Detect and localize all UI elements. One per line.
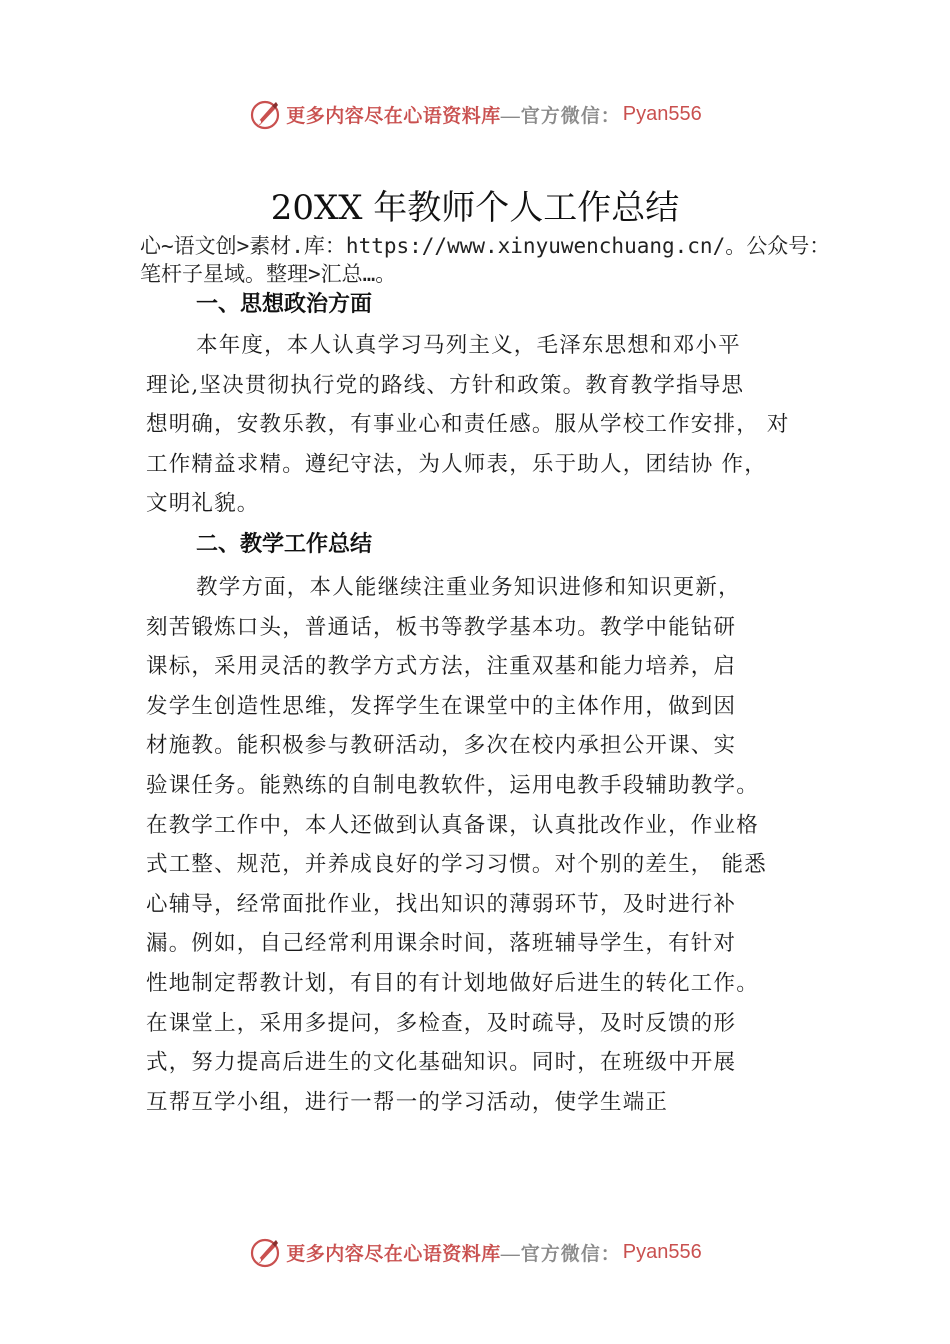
- banner-wechat-id: Pyan556: [622, 102, 702, 125]
- paragraph-line: 发学生创造性思维，发挥学生在课堂中的主体作用，做到因: [146, 693, 737, 719]
- paragraph-line: 材施教。能积极参与教研活动，多次在校内承担公开课、实: [146, 733, 737, 759]
- paragraph-line: 想明确，安教乐教，有事业心和责任感。服从学校工作安排， 对: [146, 412, 790, 438]
- section-heading-politics: 一、思想政治方面: [196, 292, 373, 317]
- document-title: 20XX 年教师个人工作总结: [270, 188, 680, 228]
- paragraph-line: 教学方面，本人能继续注重业务知识进修和知识更新，: [196, 575, 741, 600]
- paragraph-line: 刻苦锻炼口头，普通话，板书等教学基本功。教学中能钻研: [146, 614, 737, 640]
- paragraph-line: 漏。例如，自己经常利用课余时间，落班辅导学生，有针对: [146, 931, 737, 957]
- banner-library-text: 更多内容尽在心语资料库: [286, 105, 501, 127]
- paragraph-line: 式，努力提高后进生的文化基础知识。同时，在班级中开展: [146, 1050, 737, 1076]
- paragraph-line: 心辅导，经常面批作业，找出知识的薄弱环节，及时进行补: [146, 891, 737, 917]
- paragraph-line: 文明礼貌。: [146, 491, 260, 517]
- paragraph-line: 本年度，本人认真学习马列主义，毛泽东思想和邓小平: [196, 333, 741, 358]
- banner-wechat-id: Pyan556: [622, 1240, 702, 1263]
- paragraph-line: 验课任务。能熟练的自制电教软件，运用电教手段辅助教学。: [146, 772, 759, 798]
- section-paragraph-teaching: [146, 568, 826, 1122]
- section-heading-teaching: 二、教学工作总结: [196, 532, 373, 557]
- paragraph-line: 课标，采用灵活的教学方式方法，注重双基和能力培养，启: [146, 654, 737, 680]
- paragraph-line: 式工整、规范，并养成良好的学习习惯。对个别的差生， 能悉: [146, 852, 767, 878]
- paragraph-line: 在教学工作中，本人还做到认真备课，认真批改作业，作业格: [146, 812, 759, 838]
- pen-seal-icon: [248, 1235, 282, 1269]
- header-banner[interactable]: [0, 94, 950, 134]
- footer-banner[interactable]: [0, 1232, 950, 1272]
- paragraph-line: 在课堂上，采用多提问，多检查，及时疏导，及时反馈的形: [146, 1010, 737, 1036]
- paragraph-line: 工作精益求精。遵纪守法，为人师表，乐于助人，团结协 作，: [146, 451, 767, 477]
- banner-wechat-label: —官方微信：: [500, 105, 621, 127]
- paragraph-line: 互帮互学小组，进行一帮一的学习活动，使学生端正: [146, 1089, 669, 1115]
- source-note: 心~语文创>素材.库：https://www.xinyuwenchuang.cn/。公众号：笔杆子星域。整理>汇总…。: [140, 234, 831, 286]
- banner-library-text: 更多内容尽在心语资料库: [286, 1243, 501, 1265]
- pen-seal-icon: [248, 97, 282, 131]
- paragraph-line: 性地制定帮教计划，有目的有计划地做好后进生的转化工作。: [146, 970, 759, 996]
- section-paragraph-politics: [146, 326, 826, 524]
- paragraph-line: 理论,坚决贯彻执行党的路线、方针和政策。教育教学指导思: [146, 372, 745, 398]
- banner-wechat-label: —官方微信：: [500, 1243, 621, 1265]
